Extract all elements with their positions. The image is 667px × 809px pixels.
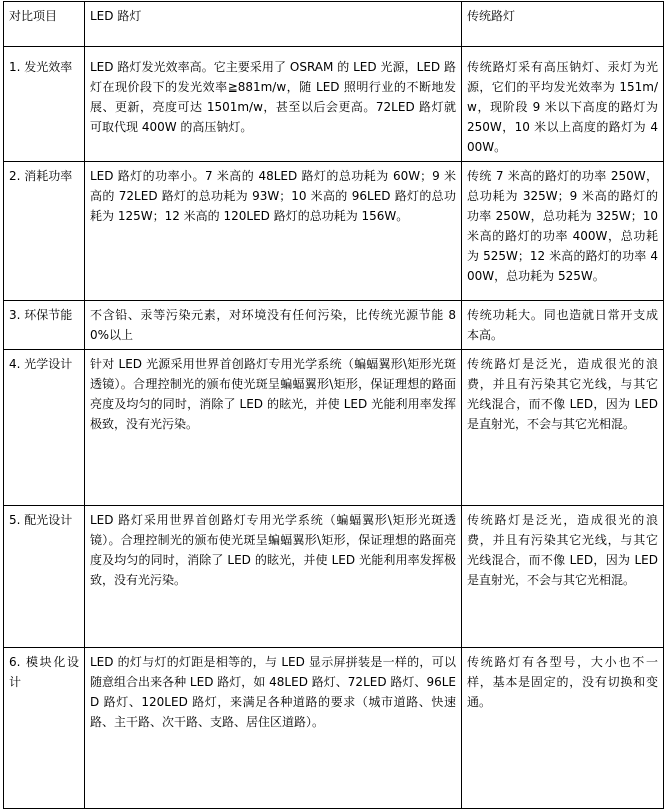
traditional-cell: 传统 7 米高的路灯的功率 250W，总功耗为 325W；9 米高的路灯的功率 250W，总功耗为 325W；10 米高的路灯的功率 400W，总功耗为 525W；12 米高的路灯的功率 400W，总功耗为 525W。 [462,162,664,301]
item-cell: 1. 发光效率 [4,47,85,162]
traditional-cell: 传统路灯是泛光，造成很光的浪费，并且有污染其它光线，与其它光线混合，而不像 LED，因为 LED 是直射光，不会与其它光相混。 [462,350,664,506]
led-cell: LED 的灯与灯的灯距是相等的，与 LED 显示屏拼装是一样的，可以随意组合出来各种 LED 路灯，如 48LED 路灯、72LED 路灯、96LED 路灯、120LED 路灯，来满足各种道路的要求（城市道路、快速路、主干路、次干路、支路、居住区道路）。 [85,648,462,809]
led-cell: LED 路灯的功率小。7 米高的 48LED 路灯的总功耗为 60W；9 米高的 72LED 路灯的总功耗为 93W；10 米高的 96LED 路灯的总功耗为 125W；12 米高的 120LED 路灯的总功耗为 156W。 [85,162,462,301]
header-traditional: 传统路灯 [462,2,664,47]
table-row [4,506,664,648]
traditional-cell: 传统功耗大。同也造就日常开支成本高。 [462,301,664,350]
table-row [4,301,664,350]
table-header-row [4,2,664,47]
header-led: LED 路灯 [85,2,462,47]
item-cell: 3. 环保节能 [4,301,85,350]
header-item: 对比项目 [4,2,85,47]
led-cell: LED 路灯发光效率高。它主要采用了 OSRAM 的 LED 光源，LED 路灯在现价段下的发光效率≧881m/w，随 LED 照明行业的不断地发展、更新，亮度可达 1501m/w，甚至以后会更高。72LED 路灯就可取代现 400W 的高压钠灯。 [85,47,462,162]
led-cell: 不含铅、汞等污染元素，对环境没有任何污染，比传统光源节能 80%以上 [85,301,462,350]
item-cell: 2. 消耗功率 [4,162,85,301]
item-cell: 5. 配光设计 [4,506,85,648]
traditional-cell: 传统路灯有各型号，大小也不一样，基本是固定的，没有切换和变通。 [462,648,664,809]
item-cell: 6. 模块化设计 [4,648,85,809]
table-row [4,47,664,162]
traditional-cell: 传统路灯采有高压钠灯、汞灯为光源，它们的平均发光效率为 151m/w，现阶段 9 米以下高度的路灯为 250W，10 米以上高度的路灯为 400W。 [462,47,664,162]
traditional-cell: 传统路灯是泛光，造成很光的浪费，并且有污染其它光线，与其它光线混合，而不像 LED，因为 LED 是直射光，不会与其它光相混。 [462,506,664,648]
table-row [4,648,664,809]
item-cell: 4. 光学设计 [4,350,85,506]
table-row [4,350,664,506]
led-cell: LED 路灯采用世界首创路灯专用光学系统（蝙蝠翼形\矩形光斑透镜）。合理控制光的颁布使光斑呈蝙蝠翼形\矩形，保证理想的路面亮度及均匀的同时，消除了 LED 的眩光，并使 LED 光能利用率发挥极致，没有光污染。 [85,506,462,648]
led-cell: 针对 LED 光源采用世界首创路灯专用光学系统（蝙蝠翼形\矩形光斑透镜）。合理控制光的颁布使光斑呈蝙蝠翼形\矩形，保证理想的路面亮度及均匀的同时，消除了 LED 的眩光，并使 LED 光能利用率发挥极致，没有光污染。 [85,350,462,506]
comparison-table [3,1,664,809]
table-row [4,162,664,301]
